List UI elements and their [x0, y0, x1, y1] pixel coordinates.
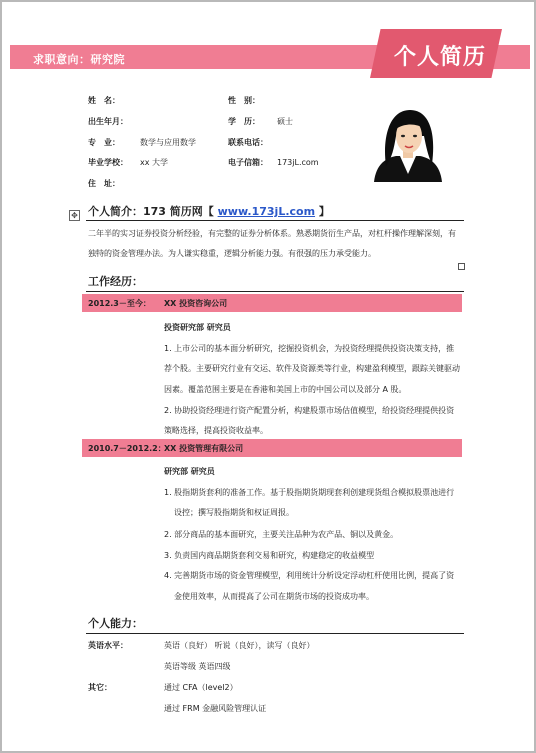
- intro-heading-prefix: 个人简介：173 简历网【: [88, 205, 218, 218]
- job-period: 2010.7－2012.2：: [88, 444, 166, 453]
- ability-label: 其它：: [88, 683, 112, 692]
- ability-text: 通过 CFA（level2）: [164, 683, 238, 692]
- profile-label: 住 址：: [88, 179, 120, 188]
- female-avatar-icon: [372, 106, 444, 182]
- ability-label: 英语水平：: [88, 641, 128, 650]
- website-link[interactable]: www.173jL.com: [217, 205, 316, 218]
- divider: [86, 291, 464, 292]
- ability-text: 英语（良好） 听说（良好），读写（良好）: [164, 641, 315, 650]
- profile-label: 电子信箱：: [228, 158, 268, 167]
- resize-handle-icon[interactable]: [458, 263, 465, 270]
- work-heading: 工作经历：: [88, 275, 143, 288]
- profile-label: 出生年月：: [88, 117, 128, 126]
- job-line: 3. 负责国内商品期货套利交易和研究，构建稳定的收益模型: [164, 551, 375, 560]
- job-company: XX 投资管理有限公司: [164, 444, 244, 453]
- move-handle-icon[interactable]: ✥: [69, 210, 80, 221]
- profile-value: xx 大学: [140, 158, 169, 167]
- job-company: XX 投资咨询公司: [164, 299, 228, 308]
- profile-label: 联系电话：: [228, 138, 268, 147]
- ability-heading: 个人能力：: [88, 617, 143, 630]
- ability-text: 英语等级 英语四级: [164, 662, 231, 671]
- job-line: 4. 完善期货市场的资金管理模型，利用统计分析设定浮动杠杆使用比例，提高了资: [164, 571, 455, 580]
- job-role: 研究部 研究员: [164, 467, 215, 476]
- ability-text: 通过 FRM 金融风险管理认证: [164, 704, 267, 713]
- job-line: 金使用效率，从而提高了公司在期货市场的投资成功率。: [174, 592, 374, 601]
- profile-label: 毕业学校：: [88, 158, 128, 167]
- profile-label: 专 业：: [88, 138, 120, 147]
- job-line: 设控；撰写股指期货和权证周报。: [174, 508, 294, 517]
- divider: [86, 220, 464, 221]
- job-objective: 求职意向：研究院: [33, 53, 125, 66]
- profile-label: 姓 名：: [88, 96, 120, 105]
- job-line: 1. 股指期货套利的准备工作。基于股指期货期现套利创建现货组合模拟股票池进行: [164, 488, 455, 497]
- profile-label: 学 历：: [228, 117, 260, 126]
- job-line: 荐个股。主要研究行业有交运、软件及资源类等行业，构建盈利模型，跟踪关键驱动: [164, 364, 460, 373]
- profile-value: 数学与应用数学: [140, 138, 196, 147]
- intro-heading: [88, 203, 330, 219]
- profile-label: 性 别：: [228, 96, 260, 105]
- intro-text: 二年半的实习证券投资分析经验，有完整的证券分析体系。熟悉期货衍生产品，对杠杆操作理解深刻，有: [88, 229, 456, 238]
- job-line: 2. 协助投资经理进行资产配置分析，构建股票市场估值模型，给投资经理提供投资: [164, 406, 455, 415]
- job-line: 2. 部分商品的基本面研究，主要关注品种为农产品、铜以及黄金。: [164, 530, 399, 539]
- intro-heading-suffix: 】: [315, 205, 330, 218]
- profile-value: 173jL.com: [277, 158, 319, 167]
- job-role: 投资研究部 研究员: [164, 323, 231, 332]
- divider: [86, 633, 464, 634]
- job-line: 策略选择，提高投资收益率。: [164, 426, 268, 435]
- intro-text: 独特的资金管理办法。为人谦实稳重，逻辑分析能力强。有很强的压力承受能力。: [88, 249, 376, 258]
- job-line: 1. 上市公司的基本面分析研究，挖掘投资机会，为投资经理提供投资决策支持，推: [164, 344, 455, 353]
- job-period: 2012.3－至今：: [88, 299, 151, 308]
- resume-title: 个人简历: [394, 45, 487, 70]
- job-line: 因素。覆盖范围主要是在香港和美国上市的中国公司以及部分 A 股。: [164, 385, 407, 394]
- profile-value: 硕士: [277, 117, 293, 126]
